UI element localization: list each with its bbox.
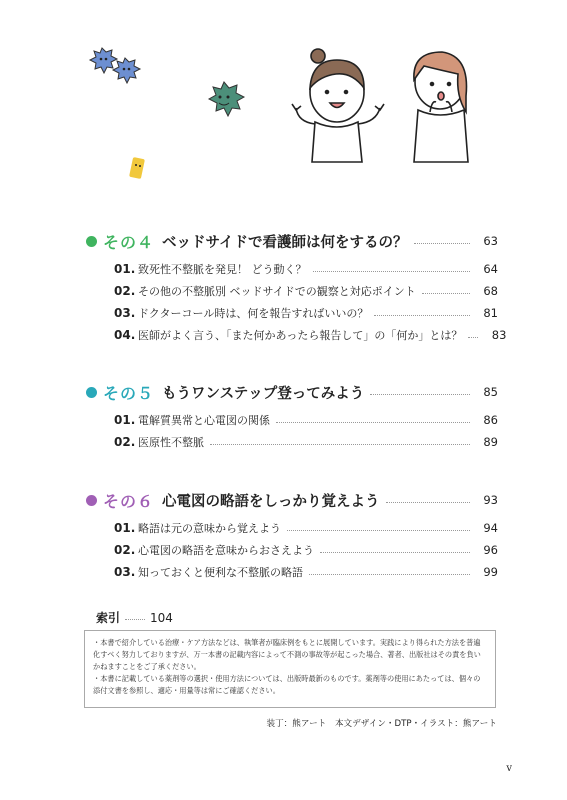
page-number: 96 <box>483 543 498 557</box>
index-label: 索引 <box>96 611 121 625</box>
page-number: 86 <box>483 413 498 427</box>
item-title: 医原性不整脈 <box>138 436 204 449</box>
nurse-illustration <box>292 49 384 162</box>
toc-item[interactable] <box>114 258 498 280</box>
toc-section-5 <box>86 381 498 453</box>
item-number: 02. <box>114 435 136 449</box>
dot-leader <box>414 243 471 244</box>
header-illustration <box>0 0 567 220</box>
toc-item[interactable] <box>114 561 498 583</box>
section-title: もうワンステップ登ってみよう <box>162 385 365 402</box>
item-title: 知っておくと便利な不整脈の略語 <box>138 566 303 579</box>
item-number: 04. <box>114 328 136 342</box>
page-number: 99 <box>483 565 498 579</box>
page-number: 89 <box>483 435 498 449</box>
dot-leader <box>125 619 145 620</box>
item-number: 01. <box>114 262 136 276</box>
dot-leader <box>386 502 470 503</box>
germ-icon <box>90 48 117 73</box>
sticker-icon <box>129 157 145 179</box>
item-number: 02. <box>114 543 136 557</box>
page-folio: v <box>506 763 512 774</box>
bullet-dot <box>86 236 97 247</box>
toc-item[interactable] <box>114 539 498 561</box>
toc-item[interactable] <box>114 431 498 453</box>
toc-section-6 <box>86 489 498 583</box>
toc-item[interactable] <box>114 409 498 431</box>
item-number: 03. <box>114 306 136 320</box>
section-title: 心電図の略語をしっかり覚えよう <box>162 493 380 510</box>
dot-leader <box>422 293 470 294</box>
page-number: 63 <box>483 234 498 248</box>
credits: 装丁：熊アート 本文デザイン・DTP・イラスト：熊アート <box>266 719 497 729</box>
item-title: 医師がよく言う、「また何かあったら報告して」の「何か」とは？ <box>138 329 463 342</box>
dot-leader <box>287 530 470 531</box>
dot-leader <box>374 315 470 316</box>
item-title: 略語は元の意味から覚えよう <box>138 522 281 535</box>
dot-leader <box>320 552 470 553</box>
page-number: 68 <box>483 284 498 298</box>
toc-section-4 <box>86 230 507 346</box>
notice-paragraph: ・本書で紹介している治療・ケア方法などは、執筆者が臨床例をもとに展開しています。実践により得られた方法を普遍化すべく努力しておりますが、万一本書の記載内容によって不測の事故等が起こった場合、著者、出版社はその責を負いかねますことをご了承ください。 <box>93 638 481 671</box>
bullet-dot <box>86 495 97 506</box>
section-heading[interactable] <box>86 230 498 252</box>
page-number: 85 <box>483 385 498 399</box>
germ-icon <box>113 58 140 83</box>
nurse-illustration <box>414 52 468 162</box>
toc-item[interactable] <box>114 324 507 346</box>
section-label: その６ <box>103 491 155 511</box>
page-number: 64 <box>483 262 498 276</box>
item-number: 03. <box>114 565 136 579</box>
dot-leader <box>370 394 470 395</box>
page-number: 93 <box>483 493 498 507</box>
item-number: 01. <box>114 521 136 535</box>
page-number: 94 <box>483 521 498 535</box>
dot-leader <box>276 422 470 423</box>
notice-paragraph: ・本書に記載している薬剤等の選択・使用方法については、出版時最新のものです。薬剤等の使用にあたっては、個々の添付文書を参照し、適応・用量等は常にご確認ください。 <box>93 674 481 695</box>
dot-leader <box>210 444 470 445</box>
page-number: 81 <box>483 306 498 320</box>
toc-item[interactable] <box>114 302 498 324</box>
section-heading[interactable] <box>86 489 498 511</box>
toc-item[interactable] <box>114 517 498 539</box>
toc-item[interactable] <box>114 280 498 302</box>
section-label: その５ <box>103 383 155 403</box>
dot-leader <box>468 337 478 338</box>
section-label: その４ <box>103 232 155 252</box>
notice-box <box>84 630 496 708</box>
item-title: 電解質異常と心電図の関係 <box>138 414 270 427</box>
dot-leader <box>313 271 471 272</box>
section-title: ベッドサイドで看護師は何をするの？ <box>162 234 408 251</box>
index-entry[interactable] <box>96 609 173 626</box>
page-number: 83 <box>491 328 507 342</box>
bullet-dot <box>86 387 97 398</box>
germ-icon <box>209 82 244 116</box>
item-number: 02. <box>114 284 136 298</box>
item-title: 致死性不整脈を発見！ どう動く？ <box>138 263 307 276</box>
section-heading[interactable] <box>86 381 498 403</box>
item-title: その他の不整脈別 ベッドサイドでの観察と対応ポイント <box>138 285 416 298</box>
item-title: 心電図の略語を意味からおさえよう <box>138 544 314 557</box>
item-number: 01. <box>114 413 136 427</box>
page-number: 104 <box>150 610 173 625</box>
dot-leader <box>309 574 470 575</box>
item-title: ドクターコール時は、何を報告すればいいの？ <box>138 307 369 320</box>
